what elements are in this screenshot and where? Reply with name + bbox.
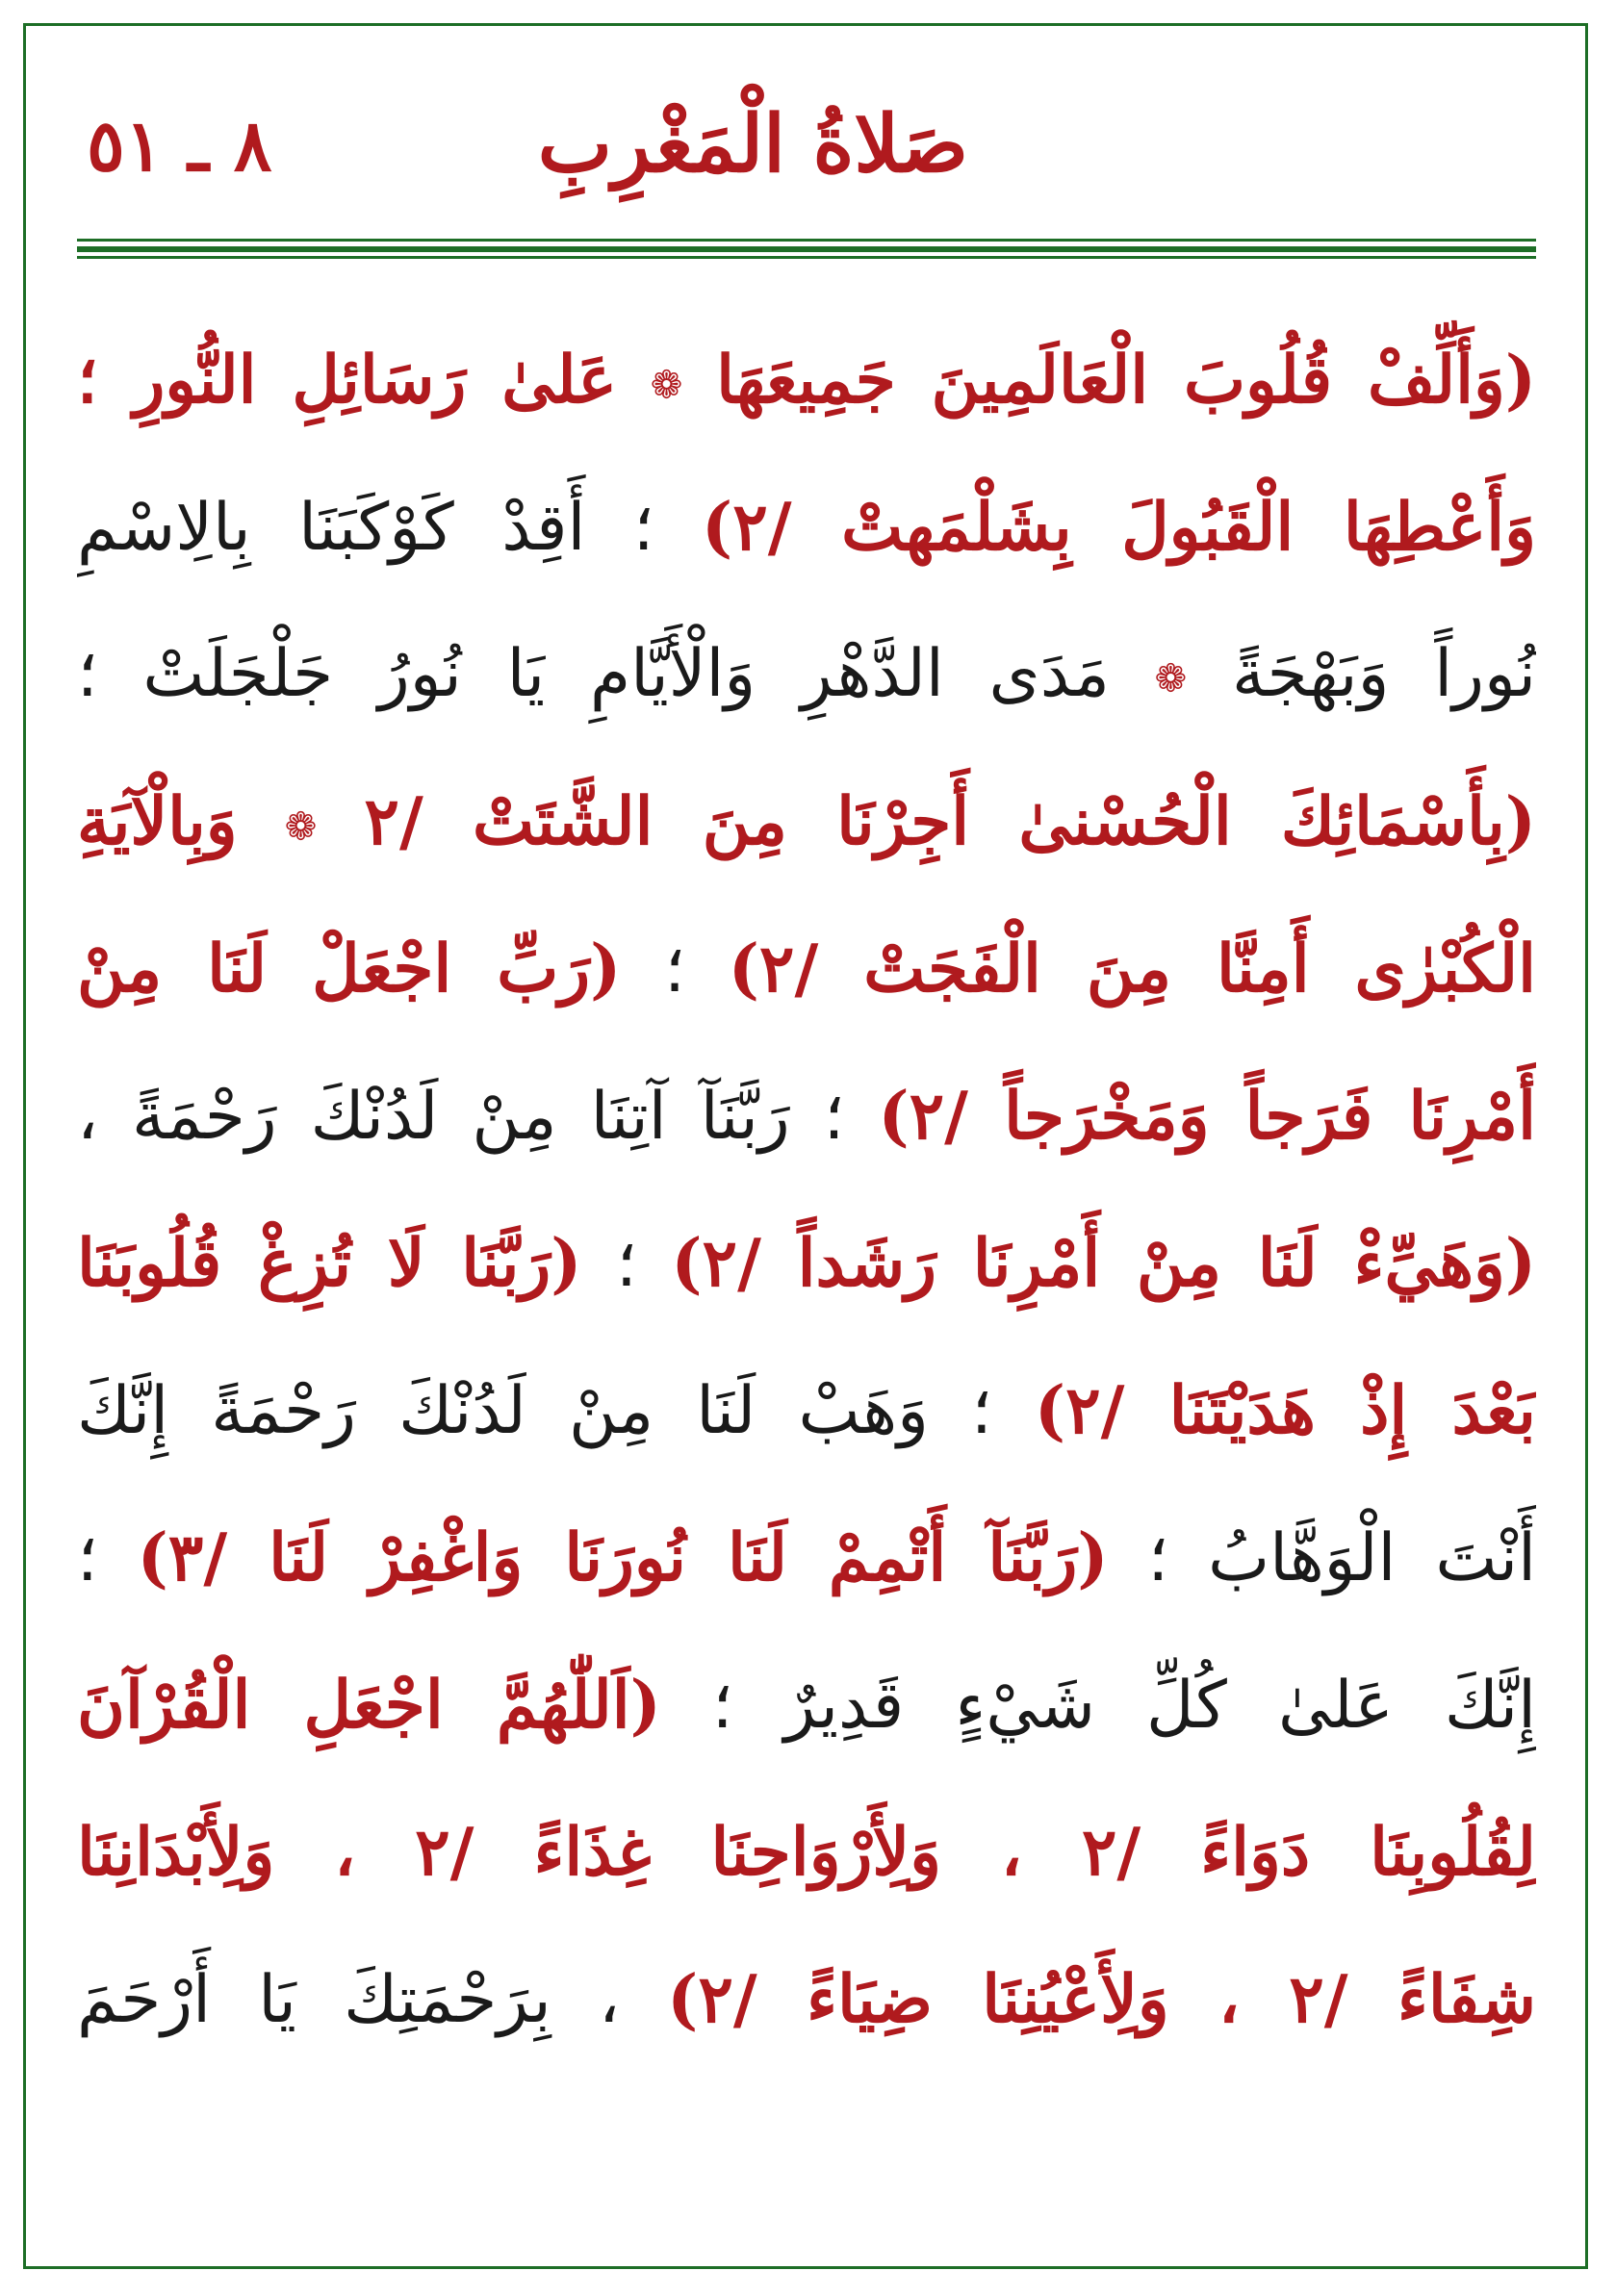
text-segment: (بِأَسْمَائِكَ الْحُسْنىٰ أَجِرْنَا مِنَ الشَّتَتْ /٢ bbox=[364, 783, 1536, 860]
text-line bbox=[77, 1937, 1536, 2084]
text-line bbox=[77, 1495, 1536, 1643]
flower-ornament-icon: ❁ bbox=[1154, 656, 1188, 702]
text-segment: لِقُلُوبِنَا دَوَاءً /٢ ، وَلِأَرْوَاحِنَا غِذَاءً /٢ ، وَلِأَبْدَانِنَا bbox=[77, 1814, 1536, 1891]
text-segment: عَلىٰ رَسَائِلِ النُّورِ ؛ bbox=[77, 342, 617, 419]
prayer-text bbox=[77, 318, 1536, 2084]
text-segment: ؛ bbox=[616, 1226, 637, 1302]
text-line bbox=[77, 1348, 1536, 1495]
text-segment: وَأَعْطِهَا الْقَبُولَ بِشَلْمَهتْ /٢) bbox=[702, 489, 1536, 566]
text-segment: أَنْتَ الْوَهَّابُ ؛ bbox=[1147, 1520, 1536, 1596]
text-segment: ؛ رَبَّنَآ آتِنَا مِنْ لَدُنْكَ رَحْمَةً ، bbox=[77, 1079, 845, 1155]
text-line bbox=[77, 1201, 1536, 1348]
text-segment: بَعْدَ إِذْ هَدَيْتَنَا /٢) bbox=[1034, 1372, 1536, 1449]
text-line bbox=[77, 318, 1536, 465]
text-segment: (رَبَّنَآ أَتْمِمْ لَنَا نُورَنَا وَاغْفِرْ لَنَا /٣) bbox=[137, 1519, 1109, 1596]
page-header bbox=[77, 77, 1536, 212]
text-line bbox=[77, 465, 1536, 612]
header-divider-middle bbox=[77, 246, 1536, 252]
text-segment: مَدَى الدَّهْرِ وَالْأَيَّامِ يَا نُورُ جَلْجَلَتْ ؛ bbox=[77, 636, 1110, 712]
text-line bbox=[77, 759, 1536, 906]
text-segment: (وَهَيِّءْ لَنَا مِنْ أَمْرِنَا رَشَداً /٢) bbox=[671, 1225, 1536, 1302]
header-divider-top bbox=[77, 239, 1536, 242]
text-segment: شِفَاءً /٢ ، وَلِأَعْيُنِنَا ضِيَاءً /٢) bbox=[667, 1961, 1536, 2038]
text-segment: (رَبَّنَا لَا تُزِغْ قُلُوبَنَا bbox=[77, 1225, 582, 1302]
text-segment: أَمْرِنَا فَرَجاً وَمَخْرَجاً /٢) bbox=[878, 1078, 1536, 1155]
page-title: صَلاةُ الْمَغْرِبِ bbox=[537, 98, 968, 191]
text-segment: ؛ bbox=[664, 931, 685, 1008]
text-segment: (رَبِّ اجْعَلْ لَنَا مِنْ bbox=[77, 931, 622, 1008]
text-segment: ؛ وَهَبْ لَنَا مِنْ لَدُنْكَ رَحْمَةً إِنَّكَ bbox=[77, 1373, 992, 1449]
flower-ornament-icon: ❁ bbox=[284, 804, 318, 850]
text-segment: إِنَّكَ عَلىٰ كُلِّ شَيْءٍ قَدِيرٌ ؛ bbox=[711, 1668, 1536, 1744]
text-segment: (وَأَلِّفْ قُلُوبَ الْعَالَمِينَ جَمِيعَهَا bbox=[716, 342, 1536, 419]
text-segment: (اَللّٰهُمَّ اجْعَلِ الْقُرْآنَ bbox=[77, 1667, 661, 1744]
text-line bbox=[77, 1643, 1536, 1790]
text-line bbox=[77, 1790, 1536, 1937]
text-line bbox=[77, 906, 1536, 1054]
text-segment: ؛ bbox=[77, 1520, 98, 1596]
text-segment: نُوراً وَبَهْجَةً bbox=[1231, 636, 1536, 712]
page-number: ٨ ـ ٥١ bbox=[87, 105, 272, 188]
flower-ornament-icon: ❁ bbox=[650, 363, 683, 408]
text-line bbox=[77, 612, 1536, 759]
text-segment: ؛ أَقِدْ كَوْكَبَنَا بِالِاسْمِ bbox=[77, 490, 654, 566]
text-segment: وَبِالْآيَةِ bbox=[77, 783, 238, 860]
header-divider-bottom bbox=[77, 256, 1536, 259]
text-segment: ، بِرَحْمَتِكَ يَا أَرْحَمَ bbox=[77, 1962, 620, 2038]
text-line bbox=[77, 1054, 1536, 1201]
text-segment: الْكُبْرٰى أَمِنَّا مِنَ الْفَجَتْ /٢) bbox=[728, 931, 1536, 1008]
